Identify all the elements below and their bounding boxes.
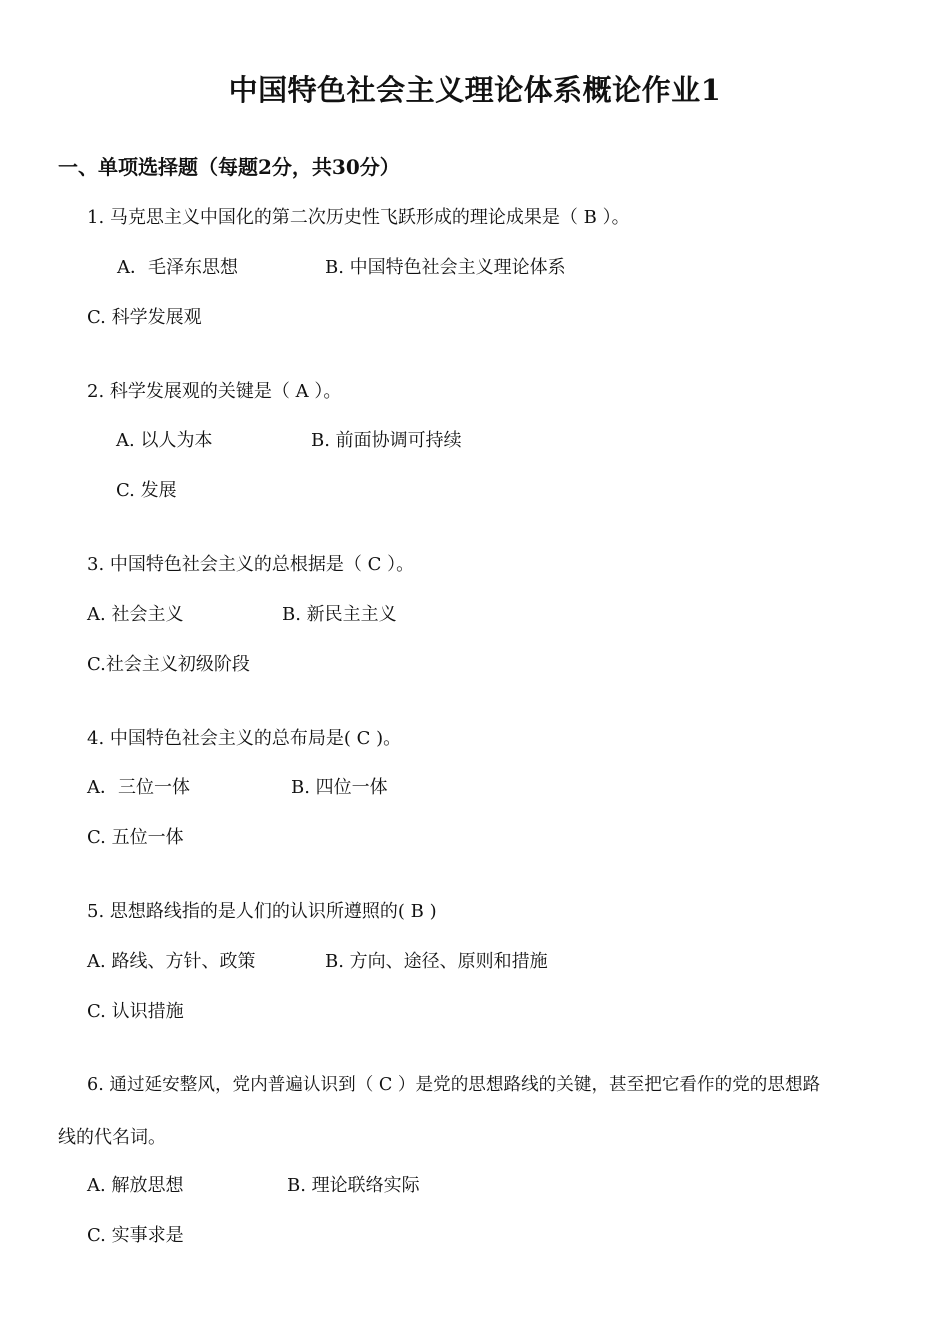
- question-4-option-b: B. 四位一体: [291, 777, 388, 798]
- question-6-option-a: A. 解放思想: [87, 1175, 184, 1196]
- question-1-option-b: B. 中国特色社会主义理论体系: [325, 257, 566, 278]
- question-2-option-b: B. 前面协调可持续: [311, 430, 462, 451]
- question-4-option-c: C. 五位一体: [87, 827, 184, 848]
- section-heading: 一、单项选择题（每题2分，共30分）: [58, 155, 400, 179]
- document-title: 中国特色社会主义理论体系概论作业1: [228, 73, 722, 107]
- question-3-option-a: A. 社会主义: [87, 604, 184, 625]
- question-4-option-a: A．三位一体: [87, 777, 190, 798]
- question-6-stem-continuation: 线的代名词。: [58, 1127, 166, 1148]
- question-3-option-c: C.社会主义初级阶段: [87, 654, 250, 675]
- question-3-stem: 3. 中国特色社会主义的总根据是（ C ）。: [87, 554, 415, 575]
- question-1-option-c: C. 科学发展观: [87, 307, 202, 328]
- question-6-stem: 6. 通过延安整风，党内普遍认识到（ C ）是党的思想路线的关键，甚至把它看作的党的思想路: [87, 1075, 821, 1095]
- question-1-stem: 1. 马克思主义中国化的第二次历史性飞跃形成的理论成果是（ B ）。: [87, 207, 630, 228]
- question-5-option-a: A. 路线、方针、政策: [87, 951, 256, 972]
- question-2-stem: 2. 科学发展观的关键是（ A ）。: [87, 381, 342, 402]
- question-6-option-b: B. 理论联络实际: [287, 1175, 420, 1196]
- question-2-option-a: A. 以人为本: [116, 430, 213, 451]
- question-5-stem: 5. 思想路线指的是人们的认识所遵照的( B ): [87, 901, 437, 922]
- question-4-stem: 4. 中国特色社会主义的总布局是( C )。: [87, 728, 402, 749]
- question-3-option-b: B. 新民主主义: [282, 604, 397, 625]
- question-5-option-b: B. 方向、途径、原则和措施: [325, 951, 548, 972]
- question-6-option-c: C. 实事求是: [87, 1225, 184, 1246]
- question-2-option-c: C. 发展: [116, 480, 177, 501]
- question-5-option-c: C. 认识措施: [87, 1001, 184, 1022]
- question-1-option-a: A．毛泽东思想: [117, 257, 238, 278]
